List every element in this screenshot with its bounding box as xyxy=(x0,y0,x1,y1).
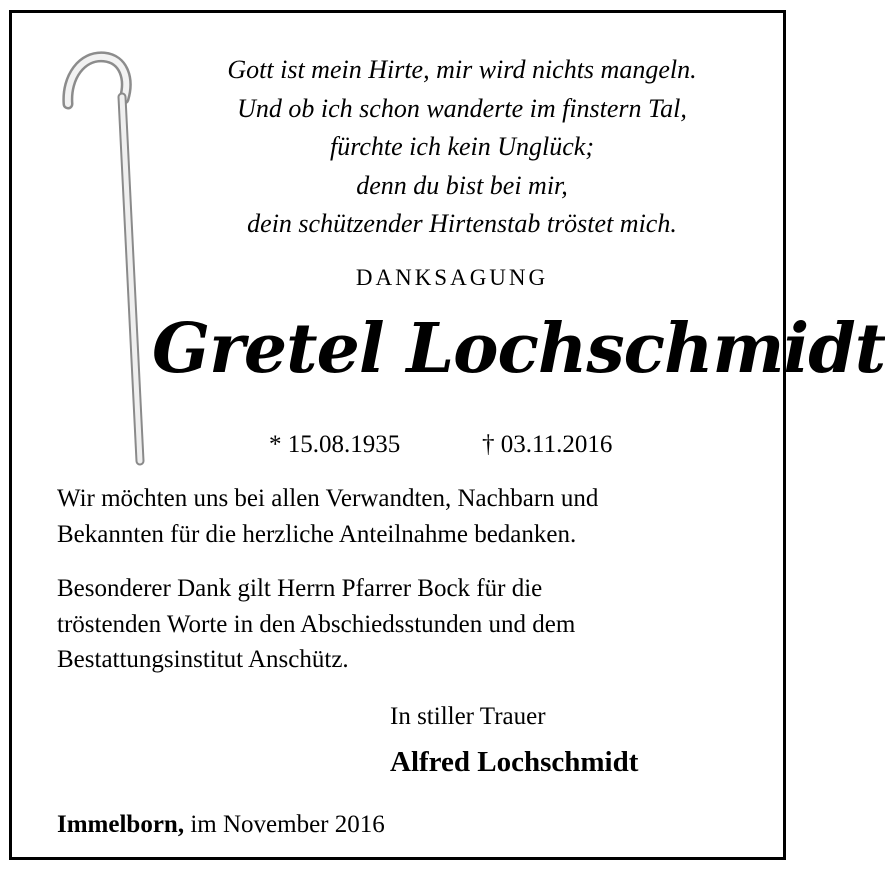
paragraph-line: Wir möchten uns bei allen Verwandten, Nachbarn und xyxy=(57,485,599,512)
death-date: † 03.11.2016 xyxy=(482,431,613,458)
paragraph-line: Bestattungsinstitut Anschütz. xyxy=(57,646,349,673)
verse-line: denn du bist bei mir, xyxy=(356,170,568,200)
thanks-paragraph-1 xyxy=(57,481,777,552)
paragraph-line: Bekannten für die herzliche Anteilnahme bedanken. xyxy=(57,520,577,548)
psalm-verse xyxy=(152,51,772,244)
deceased-name: Gretel Lochschmidt xyxy=(152,309,885,389)
place-and-date xyxy=(57,811,385,839)
verse-line: dein schützender Hirtenstab tröstet mich. xyxy=(247,209,677,238)
obituary-frame xyxy=(9,10,885,860)
heading-danksagung: DANKSAGUNG xyxy=(355,265,549,290)
verse-line: Gott ist mein Hirte, mir wird nichts mangeln. xyxy=(227,55,697,84)
thanks-paragraph-2 xyxy=(57,571,777,678)
place-name: Immelborn, xyxy=(57,811,185,838)
verse-line: Und ob ich schon wanderte im finstern Tal, xyxy=(237,93,687,123)
paragraph-line: tröstenden Worte in den Abschiedsstunden und dem xyxy=(57,610,576,638)
closing-phrase: In stiller Trauer xyxy=(390,703,546,730)
shepherds-crook-icon xyxy=(52,49,162,479)
signer-name: Alfred Lochschmidt xyxy=(390,746,639,778)
notice-date: im November 2016 xyxy=(190,811,385,838)
paragraph-line: Besonderer Dank gilt Herrn Pfarrer Bock für die xyxy=(57,575,543,602)
verse-line: fürchte ich kein Unglück; xyxy=(330,132,594,161)
birth-date: * 15.08.1935 xyxy=(269,431,401,458)
